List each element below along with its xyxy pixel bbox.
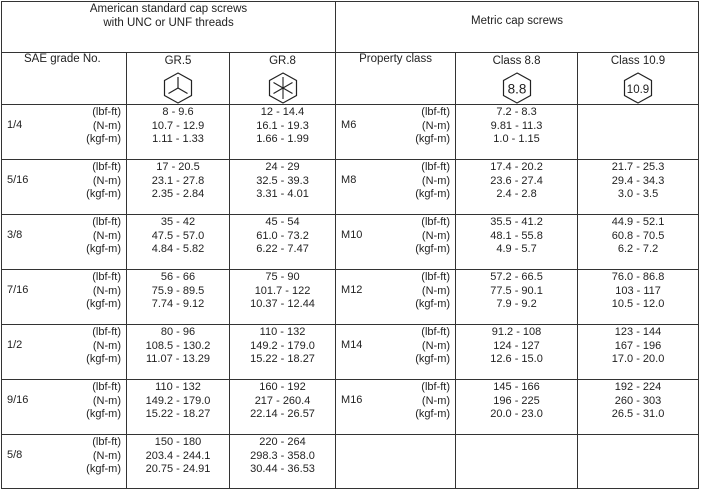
unit-label: (N-m) [421,174,451,187]
unit-label: (kgf-m) [415,353,451,365]
gr5-values [127,160,230,215]
torque-value: 60.8 - 70.5 [611,229,665,242]
class88-bolt-head-icon [502,72,532,104]
gr5-values [127,435,230,489]
torque-value: 10.7 - 12.9 [151,119,205,132]
unit-label: (lbf-ft) [92,106,121,118]
c88-values [456,160,578,215]
gr8-values [230,215,336,270]
torque-value: 75.9 - 89.5 [151,284,205,297]
torque-value: 22.14 - 26.57 [250,408,315,420]
unit-label: (lbf-ft) [92,436,121,448]
unit-label: (kgf-m) [415,243,451,255]
torque-value: 61.0 - 73.2 [256,229,309,242]
gr5-values [127,380,230,435]
class109-header [578,53,699,105]
torque-value: 101.7 - 122 [254,284,311,297]
torque-value: 3.0 - 3.5 [617,188,659,200]
torque-value: 9.81 - 11.3 [490,119,543,132]
torque-value: 2.4 - 2.8 [496,188,537,200]
units-list [47,160,126,202]
c109-values [578,270,699,325]
torque-value: 160 - 192 [259,381,306,393]
torque-value: 123 - 144 [614,326,662,338]
class109-mark: 10.9 [626,83,650,96]
unit-label: (kgf-m) [86,463,121,475]
sae-size: 3/8 [7,229,23,241]
torque-value: 48.1 - 55.8 [490,229,543,242]
class88-mark: 8.8 [507,81,526,96]
metric-header: Metric cap screws [336,2,699,53]
torque-value: 12 - 14.4 [260,106,305,118]
unit-label: (lbf-ft) [92,161,121,173]
torque-value: 149.2 - 179.0 [145,394,211,407]
gr5-header [127,53,230,105]
torque-value: 7.74 - 9.12 [151,298,205,310]
c88-values [456,270,578,325]
torque-value: 1.11 - 1.33 [152,133,204,145]
torque-value: 6.2 - 7.2 [617,243,659,255]
units-list [47,270,126,312]
torque-value: 1.0 - 1.15 [493,133,540,145]
units-list [386,215,455,257]
torque-value: 29.4 - 34.3 [611,174,665,187]
unit-label: (N-m) [421,119,451,132]
unit-label: (N-m) [92,229,121,242]
american-header-line2: with UNC or UNF threads [103,17,234,29]
torque-value: 91.2 - 108 [491,326,542,338]
metric-size-cell [336,435,456,489]
torque-value: 44.9 - 52.1 [611,216,665,228]
unit-label: (N-m) [92,394,121,407]
c109-values [578,435,699,489]
torque-value: 23.1 - 27.8 [151,174,205,187]
table-row [2,160,699,215]
torque-value: 26.5 - 31.0 [611,408,665,420]
unit-label: (lbf-ft) [421,381,451,393]
gr5-values [127,325,230,380]
torque-value: 4.84 - 5.82 [151,243,205,255]
torque-value: 80 - 96 [160,326,196,338]
torque-value: 30.44 - 36.53 [250,463,315,475]
unit-label: (kgf-m) [86,243,121,255]
class109-label: Class 10.9 [610,55,666,67]
torque-value: 150 - 180 [154,436,202,448]
units-list [47,215,126,257]
torque-value: 20.75 - 24.91 [145,463,211,475]
torque-value: 167 - 196 [614,339,662,352]
torque-value: 23.6 - 27.4 [490,174,543,187]
table-row [2,435,699,489]
torque-value: 32.5 - 39.3 [256,174,309,187]
torque-value: 110 - 132 [259,326,306,338]
torque-value: 2.35 - 2.84 [151,188,205,200]
gr8-header [230,53,336,105]
torque-value: 57.2 - 66.5 [490,271,543,283]
sae-size-cell [2,160,127,215]
torque-value: 15.22 - 18.27 [145,408,211,420]
table-row [2,325,699,380]
torque-value: 47.5 - 57.0 [151,229,205,242]
unit-label: (kgf-m) [86,188,121,200]
torque-value: 110 - 132 [155,381,201,393]
metric-size: M14 [341,339,363,351]
torque-value: 8 - 9.6 [162,106,194,118]
c109-values [578,215,699,270]
gr5-values [127,215,230,270]
c88-values [456,215,578,270]
torque-value: 77.5 - 90.1 [490,284,543,297]
gr8-values [230,105,336,160]
torque-value: 192 - 224 [614,381,662,393]
metric-size: M6 [341,119,357,131]
torque-spec-table [1,1,699,489]
torque-value: 10.5 - 12.0 [611,298,665,310]
torque-value: 76.0 - 86.8 [611,271,665,283]
unit-label: (kgf-m) [415,298,451,310]
unit-label: (N-m) [421,284,451,297]
gr8-values [230,435,336,489]
torque-value: 4.9 - 5.7 [496,243,537,255]
table-row [2,270,699,325]
unit-label: (N-m) [92,449,121,462]
unit-label: (kgf-m) [86,353,121,365]
torque-value: 3.31 - 4.01 [256,188,309,200]
class88-label: Class 8.8 [492,55,541,67]
unit-label: (lbf-ft) [92,216,121,228]
table-row [2,380,699,435]
american-header [2,2,336,53]
units-list [386,160,455,202]
torque-value: 103 - 117 [615,284,661,297]
unit-label: (kgf-m) [86,298,121,310]
torque-value: 203.4 - 244.1 [145,449,211,462]
gr8-values [230,380,336,435]
metric-size-cell [336,160,456,215]
c109-values [578,325,699,380]
gr8-bolt-head-icon [268,72,298,104]
metric-size: M16 [341,394,363,406]
torque-value: 108.5 - 130.2 [145,339,211,352]
unit-label: (lbf-ft) [92,326,121,338]
units-list [47,380,126,422]
metric-size-cell [336,215,456,270]
property-class-label: Property class [336,53,456,105]
class88-header [456,53,578,105]
torque-value: 298.3 - 358.0 [250,449,315,462]
torque-value: 149.2 - 179.0 [250,339,315,352]
unit-label: (N-m) [421,394,451,407]
c109-values [578,380,699,435]
torque-value: 10.37 - 12.44 [250,298,315,310]
metric-size: M10 [341,229,363,241]
gr8-values [230,325,336,380]
units-list [386,325,455,367]
sae-size: 5/16 [7,174,29,186]
unit-label: (N-m) [421,229,451,242]
c88-values [456,325,578,380]
gr8-label: GR.8 [269,55,296,67]
units-list [386,270,455,312]
torque-value: 217 - 260.4 [254,394,311,407]
table-row [2,215,699,270]
torque-value: 20.0 - 23.0 [490,408,543,420]
torque-value: 21.7 - 25.3 [611,161,665,173]
units-list [47,325,126,367]
torque-value: 124 - 127 [493,339,540,352]
metric-size-cell [336,270,456,325]
torque-value: 11.07 - 13.29 [145,353,210,365]
unit-label: (N-m) [421,339,451,352]
torque-value: 24 - 29 [265,161,300,173]
metric-size-cell [336,105,456,160]
metric-size: M12 [341,284,363,296]
sae-size-cell [2,325,127,380]
unit-label: (kgf-m) [415,188,451,200]
torque-value: 7.9 - 9.2 [496,298,537,310]
unit-label: (N-m) [92,119,121,132]
unit-label: (N-m) [92,174,121,187]
unit-label: (kgf-m) [86,408,121,420]
sae-size: 5/8 [7,449,23,461]
torque-value: 75 - 90 [265,271,300,283]
torque-value: 15.22 - 18.27 [250,353,315,365]
c88-values [456,380,578,435]
torque-value: 45 - 54 [265,216,300,228]
torque-value: 35.5 - 41.2 [490,216,543,228]
torque-value: 35 - 42 [160,216,196,228]
unit-label: (kgf-m) [86,133,121,145]
unit-label: (lbf-ft) [421,106,451,118]
unit-label: (N-m) [92,339,121,352]
gr5-values [127,270,230,325]
torque-value: 6.22 - 7.47 [256,243,309,255]
c88-values [456,435,578,489]
sae-size-cell [2,215,127,270]
gr8-values [230,270,336,325]
torque-value: 17.4 - 20.2 [490,161,543,173]
c109-values [578,105,699,160]
torque-value: 12.6 - 15.0 [490,353,543,365]
sae-size: 9/16 [7,394,29,406]
gr5-values [127,105,230,160]
torque-value: 1.66 - 1.99 [256,133,309,145]
class109-bolt-head-icon [623,72,653,104]
units-list [386,105,455,147]
unit-label: (kgf-m) [415,133,451,145]
gr5-bolt-head-icon [163,72,193,104]
unit-label: (lbf-ft) [421,161,451,173]
unit-label: (lbf-ft) [421,271,451,283]
units-list [47,105,126,147]
sae-grade-label: SAE grade No. [2,53,127,105]
torque-value: 260 - 303 [614,394,662,407]
torque-value: 56 - 66 [160,271,196,283]
metric-size: M8 [341,174,357,186]
unit-label: (lbf-ft) [92,271,121,283]
torque-value: 17 - 20.5 [156,161,200,173]
torque-value: 7.2 - 8.3 [496,106,537,118]
c88-values [456,105,578,160]
torque-value: 145 - 166 [493,381,540,393]
sae-size: 7/16 [7,284,29,296]
sae-size: 1/2 [7,339,23,351]
unit-label: (lbf-ft) [421,326,451,338]
torque-value: 196 - 225 [493,394,540,407]
units-list [47,435,126,477]
unit-label: (kgf-m) [415,408,451,420]
gr8-values [230,160,336,215]
sae-size-cell [2,270,127,325]
units-list [386,380,455,422]
unit-label: (lbf-ft) [92,381,121,393]
torque-value: 16.1 - 19.3 [256,119,309,132]
torque-value: 17.0 - 20.0 [611,353,665,365]
metric-size-cell [336,380,456,435]
c109-values [578,160,699,215]
torque-rows [2,105,699,489]
unit-label: (N-m) [92,284,121,297]
sae-size-cell [2,380,127,435]
torque-value: 220 - 264 [259,436,306,448]
sae-size-cell [2,105,127,160]
sae-size-cell [2,435,127,489]
gr5-label: GR.5 [164,55,192,67]
american-header-line1: American standard cap screws [89,3,248,15]
sae-size: 1/4 [7,119,23,131]
table-row [2,105,699,160]
metric-size-cell [336,325,456,380]
unit-label: (lbf-ft) [421,216,451,228]
